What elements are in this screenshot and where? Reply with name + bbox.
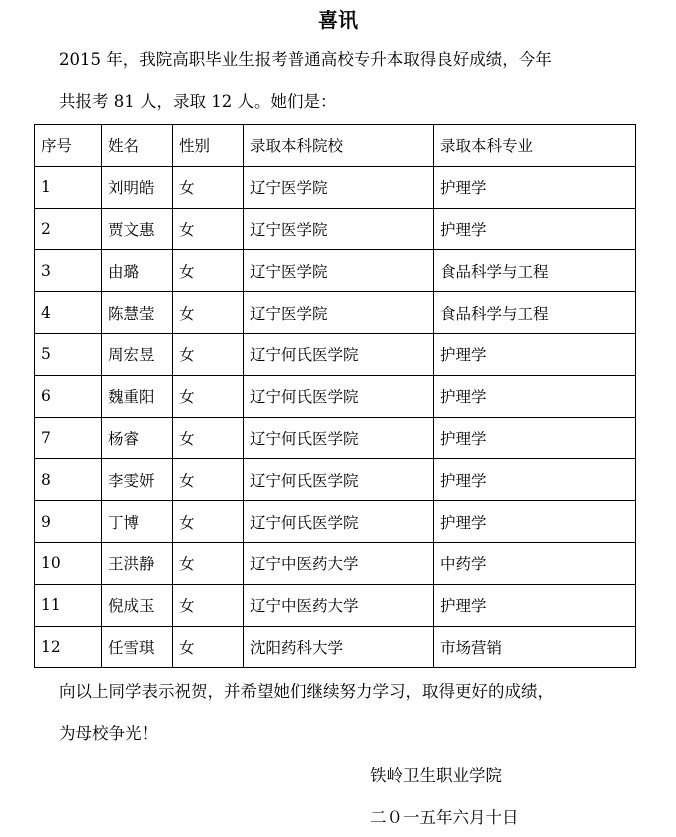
header-gender: 性别 [173, 125, 244, 167]
cell-gender: 女 [173, 375, 244, 417]
cell-school: 辽宁中医药大学 [244, 584, 434, 626]
cell-name: 由璐 [102, 250, 173, 292]
signature-organization: 铁岭卫生职业学院 [370, 766, 502, 785]
cell-gender: 女 [173, 208, 244, 250]
cell-major: 护理学 [434, 459, 636, 501]
cell-number: 8 [35, 459, 102, 501]
cell-school: 辽宁何氏医学院 [244, 417, 434, 459]
cell-number: 10 [35, 542, 102, 584]
cell-major: 护理学 [434, 208, 636, 250]
cell-gender: 女 [173, 542, 244, 584]
cell-school: 辽宁中医药大学 [244, 542, 434, 584]
closing-paragraph-line-2: 为母校争光！ [59, 724, 158, 743]
cell-number: 6 [35, 375, 102, 417]
cell-number: 7 [35, 417, 102, 459]
table-row [35, 542, 636, 584]
cell-gender: 女 [173, 417, 244, 459]
cell-school: 辽宁何氏医学院 [244, 333, 434, 375]
cell-school: 辽宁何氏医学院 [244, 501, 434, 543]
cell-school: 辽宁何氏医学院 [244, 375, 434, 417]
page-title: 喜讯 [318, 8, 358, 32]
cell-major: 食品科学与工程 [434, 292, 636, 334]
cell-major: 市场营销 [434, 626, 636, 668]
cell-school: 沈阳药科大学 [244, 626, 434, 668]
cell-school: 辽宁医学院 [244, 208, 434, 250]
cell-school: 辽宁何氏医学院 [244, 459, 434, 501]
cell-number: 4 [35, 292, 102, 334]
cell-major: 护理学 [434, 501, 636, 543]
table-row [35, 250, 636, 292]
cell-gender: 女 [173, 626, 244, 668]
cell-number: 5 [35, 333, 102, 375]
table-row [35, 375, 636, 417]
cell-gender: 女 [173, 584, 244, 626]
cell-number: 9 [35, 501, 102, 543]
header-major: 录取本科专业 [434, 125, 636, 167]
cell-major: 中药学 [434, 542, 636, 584]
intro-paragraph-line-1: 2015 年，我院高职毕业生报考普通高校专升本取得良好成绩，今年 [59, 50, 552, 69]
cell-name: 王洪静 [102, 542, 173, 584]
table-row [35, 417, 636, 459]
admission-table [34, 124, 636, 668]
table-row [35, 626, 636, 668]
cell-name: 贾文惠 [102, 208, 173, 250]
intro-paragraph-line-2: 共报考 81 人，录取 12 人。她们是： [59, 92, 337, 111]
cell-number: 1 [35, 166, 102, 208]
table-row [35, 501, 636, 543]
cell-name: 丁博 [102, 501, 173, 543]
table-header-row [35, 125, 636, 167]
cell-major: 护理学 [434, 584, 636, 626]
cell-number: 11 [35, 584, 102, 626]
table-row [35, 292, 636, 334]
cell-major: 护理学 [434, 375, 636, 417]
cell-name: 魏重阳 [102, 375, 173, 417]
cell-major: 护理学 [434, 166, 636, 208]
cell-name: 陈慧莹 [102, 292, 173, 334]
cell-gender: 女 [173, 166, 244, 208]
table-row [35, 208, 636, 250]
cell-name: 周宏昱 [102, 333, 173, 375]
cell-name: 刘明皓 [102, 166, 173, 208]
cell-number: 2 [35, 208, 102, 250]
table-row [35, 166, 636, 208]
table-row [35, 584, 636, 626]
cell-number: 3 [35, 250, 102, 292]
cell-major: 护理学 [434, 333, 636, 375]
table-row [35, 333, 636, 375]
cell-gender: 女 [173, 501, 244, 543]
cell-school: 辽宁医学院 [244, 166, 434, 208]
cell-school: 辽宁医学院 [244, 292, 434, 334]
signature-date: 二０一五年六月十日 [370, 808, 519, 827]
cell-name: 倪成玉 [102, 584, 173, 626]
table-row [35, 459, 636, 501]
cell-gender: 女 [173, 292, 244, 334]
cell-gender: 女 [173, 459, 244, 501]
cell-gender: 女 [173, 333, 244, 375]
header-school: 录取本科院校 [244, 125, 434, 167]
header-name: 姓名 [102, 125, 173, 167]
cell-number: 12 [35, 626, 102, 668]
cell-major: 食品科学与工程 [434, 250, 636, 292]
cell-name: 李雯妍 [102, 459, 173, 501]
cell-gender: 女 [173, 250, 244, 292]
cell-major: 护理学 [434, 417, 636, 459]
closing-paragraph-line-1: 向以上同学表示祝贺，并希望她们继续努力学习，取得更好的成绩， [59, 682, 554, 701]
cell-school: 辽宁医学院 [244, 250, 434, 292]
header-number: 序号 [35, 125, 102, 167]
cell-name: 杨睿 [102, 417, 173, 459]
cell-name: 任雪琪 [102, 626, 173, 668]
